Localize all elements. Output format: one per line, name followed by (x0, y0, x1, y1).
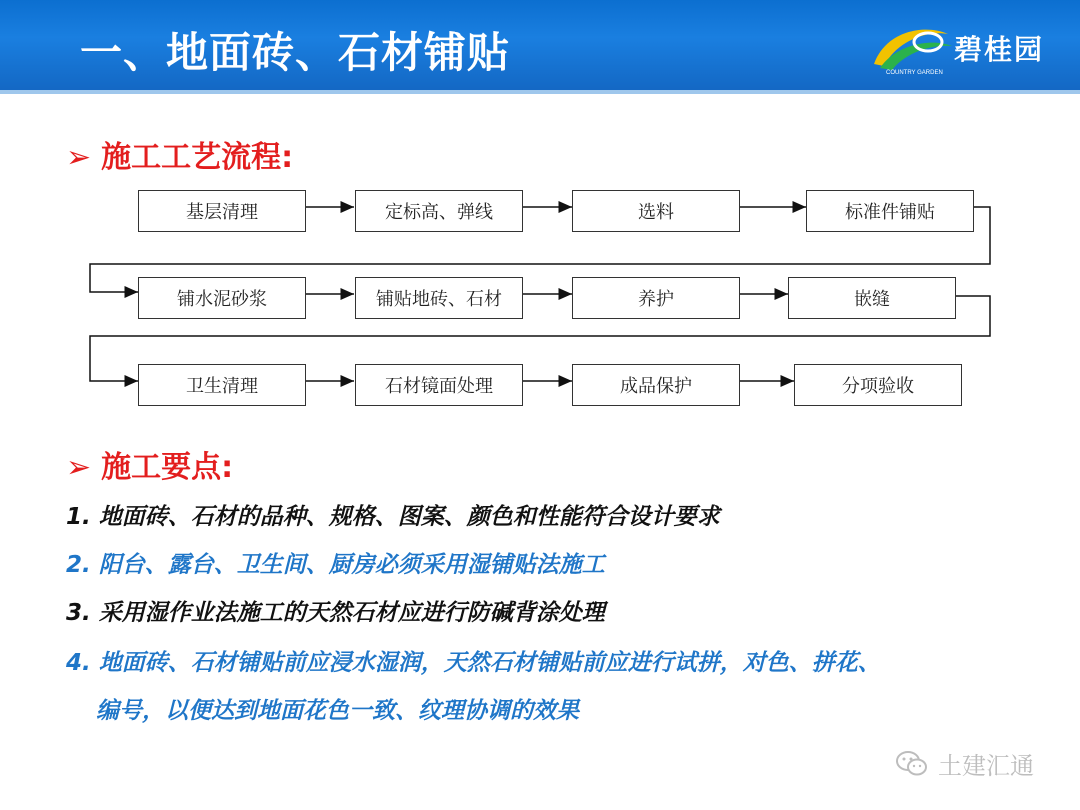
wechat-icon (896, 750, 928, 778)
key-point-3: 3. 采用湿作业法施工的天然石材应进行防碱背涂处理 (66, 600, 605, 626)
flow-step: 嵌缝 (788, 277, 956, 319)
arrow-bullet-icon: ➢ (66, 450, 92, 485)
key-points-heading-text: 施工要点: (101, 450, 234, 485)
flow-step: 铺贴地砖、石材 (355, 277, 523, 319)
watermark-text: 土建汇通 (938, 752, 1034, 780)
flow-step: 定标高、弹线 (355, 190, 523, 232)
key-point-4-continued: 编号，以便达到地面花色一致、纹理协调的效果 (96, 698, 579, 724)
flow-step: 成品保护 (572, 364, 740, 406)
arrow-bullet-icon: ➢ (66, 140, 92, 175)
flow-step: 标准件铺贴 (806, 190, 974, 232)
flow-step: 选料 (572, 190, 740, 232)
process-heading-text: 施工工艺流程: (101, 140, 294, 175)
key-point-2: 2. 阳台、露台、卫生间、厨房必须采用湿铺贴法施工 (66, 552, 605, 578)
key-points-heading (66, 442, 233, 486)
logo-text: 碧桂园 (954, 33, 1045, 66)
flow-step: 基层清理 (138, 190, 306, 232)
watermark (896, 746, 1034, 781)
logo-subtext: COUNTRY GARDEN (886, 70, 943, 76)
flow-step: 分项验收 (794, 364, 962, 406)
flow-step: 养护 (572, 277, 740, 319)
key-point-1: 1. 地面砖、石材的品种、规格、图案、颜色和性能符合设计要求 (66, 504, 720, 530)
flow-step: 铺水泥砂浆 (138, 277, 306, 319)
key-point-4: 4. 地面砖、石材铺贴前应浸水湿润，天然石材铺贴前应进行试拼，对色、拼花、 (66, 650, 881, 676)
slide-title: 一、地面砖、石材铺贴 (80, 28, 511, 77)
flow-step: 卫生清理 (138, 364, 306, 406)
flow-step: 石材镜面处理 (355, 364, 523, 406)
